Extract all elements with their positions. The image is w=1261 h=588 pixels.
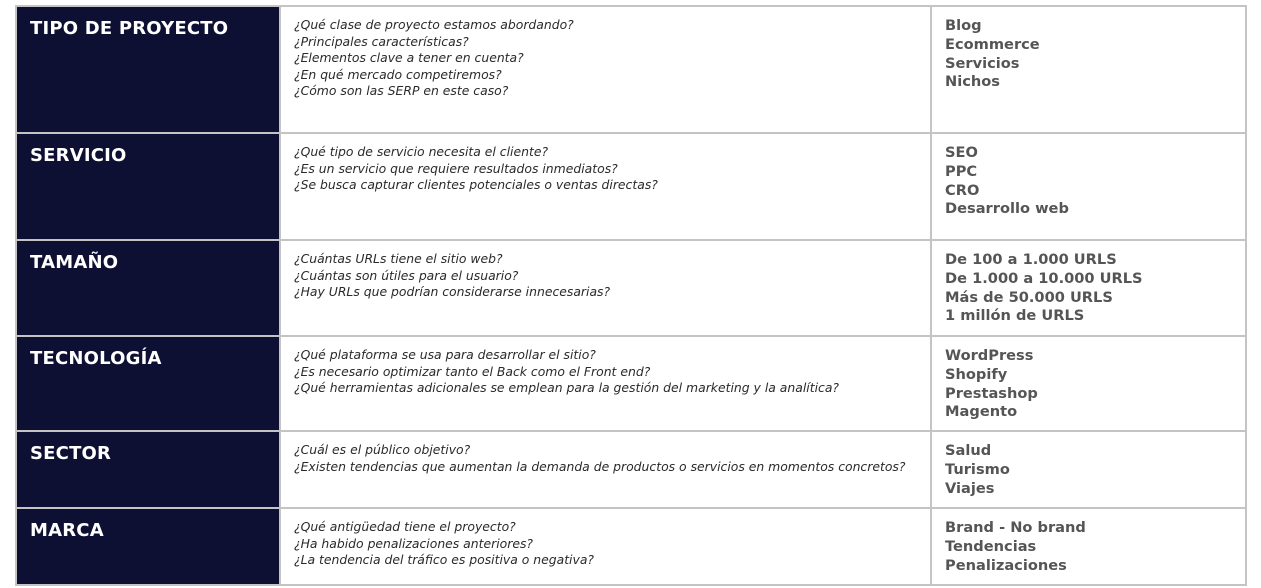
option-text: Brand - No brand: [945, 519, 1086, 536]
question-text: ¿Qué tipo de servicio necesita el cliente?: [294, 144, 549, 159]
option-text: Penalizaciones: [945, 556, 1067, 574]
question-text: ¿Elementos clave a tener en cuenta?: [294, 50, 524, 65]
question-text: ¿Cuántas URLs tiene el sitio web?: [294, 251, 503, 266]
options-cell: [931, 133, 1246, 240]
category-label: SERVICIO: [30, 145, 127, 166]
table-row: [16, 508, 1246, 585]
table-row: [16, 240, 1246, 336]
category-cell: [16, 240, 280, 336]
category-label: SECTOR: [30, 443, 112, 464]
options-cell: [931, 336, 1246, 431]
question-text: ¿La tendencia del tráfico es positiva o negativa?: [294, 552, 595, 567]
table-row: [16, 336, 1246, 431]
option-text: Desarrollo web: [945, 200, 1069, 218]
project-table: [15, 5, 1247, 586]
option-text: Más de 50.000 URLS: [945, 288, 1113, 306]
question-text: ¿Existen tendencias que aumentan la demanda de productos o servicios en momentos concretos?: [294, 458, 906, 474]
option-text: PPC: [945, 162, 978, 180]
option-text: Magento: [945, 403, 1018, 421]
option-text: 1 millón de URLS: [945, 307, 1085, 325]
option-text: Viajes: [945, 479, 995, 497]
option-text: Ecommerce: [945, 35, 1040, 53]
questions-cell: [280, 431, 931, 508]
table-row: [16, 6, 1246, 133]
question-text: ¿Ha habido penalizaciones anteriores?: [294, 535, 533, 551]
option-text: Prestashop: [945, 384, 1038, 402]
table-row: [16, 133, 1246, 240]
options-cell: [931, 6, 1246, 133]
question-text: ¿Qué plataforma se usa para desarrollar el sitio?: [294, 347, 596, 362]
question-text: ¿Es necesario optimizar tanto el Back como el Front end?: [294, 363, 651, 379]
question-text: ¿Cómo son las SERP en este caso?: [294, 83, 509, 98]
question-text: ¿Cuál es el público objetivo?: [294, 442, 471, 457]
question-text: ¿En qué mercado competiremos?: [294, 66, 502, 82]
question-text: ¿Qué herramientas adicionales se emplean para la gestión del marketing y la analítica?: [294, 380, 840, 395]
option-text: Shopify: [945, 365, 1008, 383]
option-text: De 1.000 a 10.000 URLS: [945, 269, 1143, 287]
question-text: ¿Principales características?: [294, 33, 469, 49]
question-text: ¿Cuántas son útiles para el usuario?: [294, 267, 519, 283]
question-text: ¿Es un servicio que requiere resultados inmediatos?: [294, 160, 618, 176]
option-text: Tendencias: [945, 537, 1037, 555]
category-label: TECNOLOGÍA: [30, 348, 162, 369]
option-text: WordPress: [945, 347, 1034, 364]
option-text: Turismo: [945, 460, 1010, 478]
questions-cell: [280, 240, 931, 336]
table-row: [16, 431, 1246, 508]
option-text: CRO: [945, 181, 980, 199]
category-cell: [16, 336, 280, 431]
questions-cell: [280, 336, 931, 431]
option-text: Blog: [945, 17, 982, 34]
category-cell: [16, 6, 280, 133]
option-text: De 100 a 1.000 URLS: [945, 251, 1117, 268]
category-label: TIPO DE PROYECTO: [30, 18, 229, 39]
option-text: SEO: [945, 144, 978, 161]
question-text: ¿Qué clase de proyecto estamos abordando?: [294, 17, 574, 32]
questions-cell: [280, 508, 931, 585]
option-text: Nichos: [945, 73, 1000, 91]
question-text: ¿Qué antigüedad tiene el proyecto?: [294, 519, 516, 534]
option-text: Servicios: [945, 54, 1020, 72]
question-text: ¿Hay URLs que podrían considerarse innecesarias?: [294, 284, 611, 299]
category-cell: [16, 508, 280, 585]
options-cell: [931, 431, 1246, 508]
category-cell: [16, 431, 280, 508]
option-text: Salud: [945, 442, 992, 459]
category-cell: [16, 133, 280, 240]
questions-cell: [280, 6, 931, 133]
questions-cell: [280, 133, 931, 240]
category-label: MARCA: [30, 520, 104, 541]
category-label: TAMAÑO: [30, 252, 119, 273]
options-cell: [931, 508, 1246, 585]
options-cell: [931, 240, 1246, 336]
question-text: ¿Se busca capturar clientes potenciales o ventas directas?: [294, 177, 658, 192]
